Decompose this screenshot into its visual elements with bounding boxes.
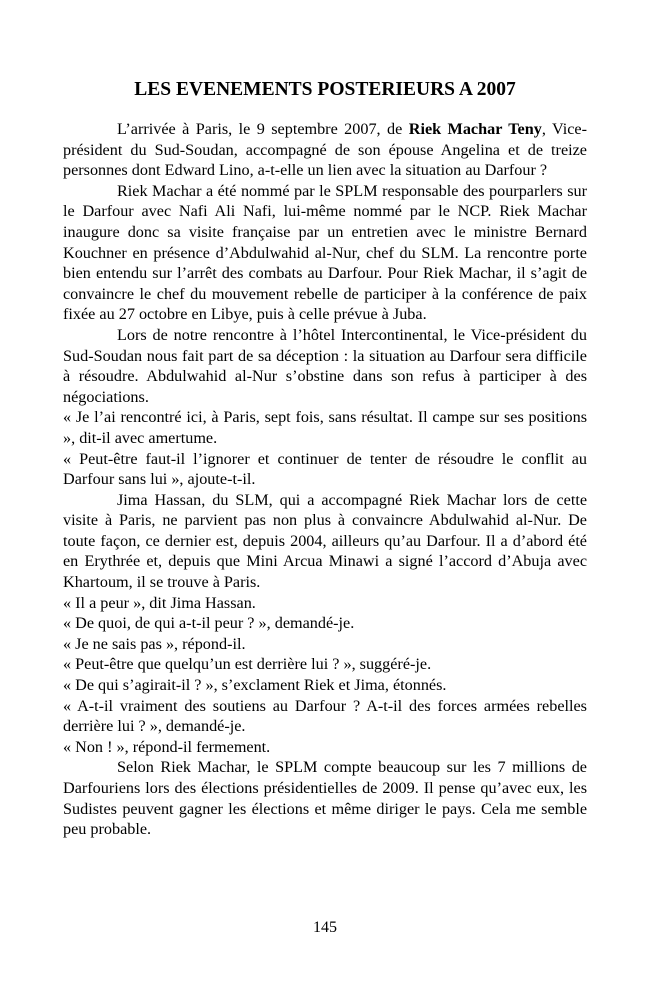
page-number: 145	[313, 919, 337, 936]
paragraph-4: Jima Hassan, du SLM, qui a accompagné Riek Machar lors de cette visite à Paris, ne parvient pas non plus à convaincre Abdulwahid al-Nur. De toute façon, ce dernier est, depuis 2004, ailleurs qu’au Darfour. Il a d’abord été en Erythrée et, depuis que Mini Arcua Minawi a signé l’accord d’Abuja avec Khartoum, il se trouve à Paris.	[63, 490, 587, 592]
page-content	[63, 78, 587, 840]
dialogue-line-4: « Peut-être que quelqu’un est derrière lui ? », suggéré-je.	[63, 655, 432, 674]
body-text	[63, 119, 587, 840]
dialogue-line-3: « Je ne sais pas », répond-il.	[63, 634, 246, 653]
dialogue-line-7: « Non ! », répond-il fermement.	[63, 737, 271, 756]
dialogue-line-5: « De qui s’agirait-il ? », s’exclament Riek et Jima, étonnés.	[63, 676, 447, 695]
dialogue-line-2: « De quoi, de qui a-t-il peur ? », demandé-je.	[63, 614, 355, 633]
dialogue-line-6: « A-t-il vraiment des soutiens au Darfour ? A-t-il des forces armées rebelles derrière lui ? », demandé-je.	[63, 696, 587, 736]
dialogue-line-1: « Il a peur », dit Jima Hassan.	[63, 593, 256, 612]
page-title: LES EVENEMENTS POSTERIEURS A 2007	[134, 79, 516, 100]
paragraph-3: Lors de notre rencontre à l’hôtel Intercontinental, le Vice-président du Sud-Soudan nous fait part de sa déception : la situation au Darfour sera difficile à résoudre. Abdulwahid al-Nur s’obstine dans son refus à participer à des négociations.	[63, 325, 587, 406]
quote-1: « Je l’ai rencontré ici, à Paris, sept fois, sans résultat. Il campe sur ses positions », dit-il avec amertume.	[63, 408, 587, 447]
paragraph-1-end: , Vice-président du Sud-Soudan, accompagné de son épouse Angelina et de treize personnes dont Edward Lino, a-t-elle un lien avec la situation au Darfour ?	[63, 120, 587, 180]
paragraph-2: Riek Machar a été nommé par le SPLM responsable des pourparlers sur le Darfour avec Nafi Ali Nafi, lui-même nommé par le NCP. Riek Machar inaugure donc sa visite française par un entretien avec le ministre Bernard Kouchner en présence d’Abdulwahid al-Nur, chef du SLM. La rencontre porte bien entendu sur l’arrêt des combats au Darfour. Pour Riek Machar, il s’agit de convaincre le chef du mouvement rebelle de participer à la conférence de paix fixée au 27 octobre en Libye, puis à celle prévue à Juba.	[63, 181, 587, 324]
paragraph-1-start: L’arrivée à Paris, le 9 septembre 2007, de	[117, 120, 409, 138]
paragraph-1	[63, 119, 587, 181]
paragraph-5: Selon Riek Machar, le SPLM compte beaucoup sur les 7 millions de Darfouriens lors des élections présidentielles de 2009. Il pense qu’avec eux, les Sudistes peuvent gagner les élections et même diriger le pays. Cela me semble peu probable.	[63, 758, 587, 839]
quote-2: « Peut-être faut-il l’ignorer et continuer de tenter de résoudre le conflit au Darfour sans lui », ajoute-t-il.	[63, 449, 587, 489]
person-name-bold: Riek Machar Teny	[408, 120, 542, 138]
